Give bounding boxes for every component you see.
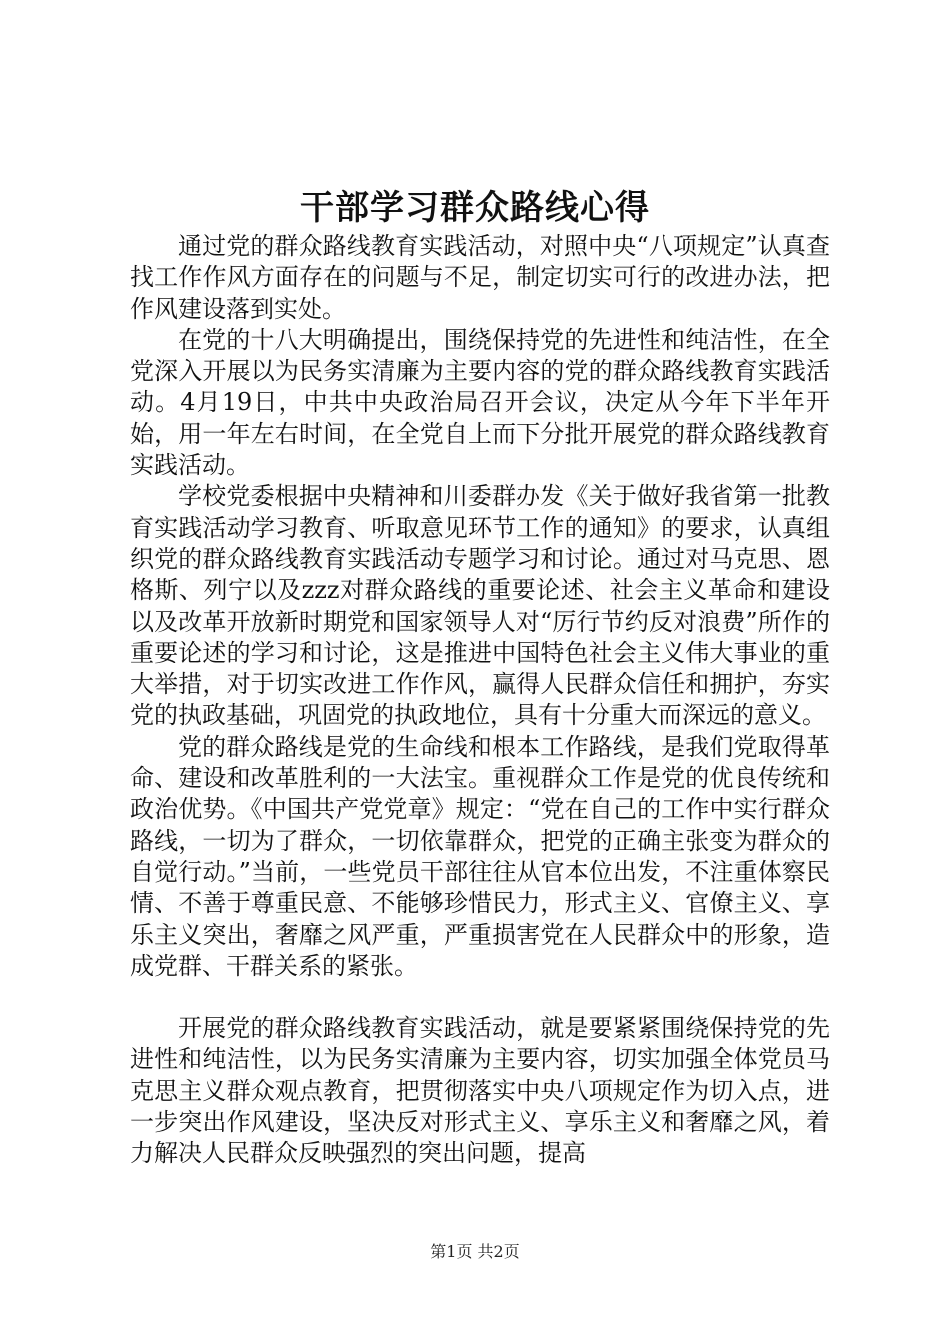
paragraph-4: 党的群众路线是党的生命线和根本工作路线，是我们党取得革命、建设和改革胜利的一大法宝。重视群众工作是党的优良传统和政治优势。《中国共产党党章》规定：“党在自己的工作中实行群众路线，一切为了群众，一切依靠群众，把党的正确主张变为群众的自觉行动。”当前，一些党员干部往往从官本位出发，不注重体察民情、不善于尊重民意、不能够珍惜民力，形式主义、官僚主义、享乐主义突出，奢靡之风严重，严重损害党在人民群众中的形象，造成党群、干群关系的紧张。: [130, 732, 830, 980]
document-title: 干部学习群众路线心得: [300, 188, 650, 228]
paragraph-2: 在党的十八大明确提出，围绕保持党的先进性和纯洁性，在全党深入开展以为民务实清廉为主要内容的党的群众路线教育实践活动。4月19日，中共中央政治局召开会议，决定从今年下半年开始，用一年左右时间，在全党自上而下分批开展党的群众路线教育实践活动。: [130, 325, 830, 480]
document-body: [130, 231, 830, 1170]
paragraph-1: 通过党的群众路线教育实践活动，对照中央“八项规定”认真查找工作作风方面存在的问题与不足，制定切实可行的改进办法，把作风建设落到实处。: [130, 232, 830, 323]
page-number-footer: 第1页 共2页: [430, 1242, 520, 1261]
paragraph-3: 学校党委根据中央精神和川委群办发《关于做好我省第一批教育实践活动学习教育、听取意见环节工作的通知》的要求，认真组织党的群众路线教育实践活动专题学习和讨论。通过对马克思、恩格斯、列宁以及zzz对群众路线的重要论述、社会主义革命和建设以及改革开放新时期党和国家领导人对“厉行节约反对浪费”所作的重要论述的学习和讨论，这是推进中国特色社会主义伟大事业的重大举措，对于切实改进工作作风，赢得人民群众信任和拥护，夯实党的执政基础，巩固党的执政地位，具有十分重大而深远的意义。: [130, 482, 830, 730]
paragraph-5: 开展党的群众路线教育实践活动，就是要紧紧围绕保持党的先进性和纯洁性，以为民务实清廉为主要内容，切实加强全体党员马克思主义群众观点教育，把贯彻落实中央八项规定作为切入点，进一步突出作风建设，坚决反对形式主义、享乐主义和奢靡之风，着力解决人民群众反映强烈的突出问题，提高: [130, 1014, 830, 1168]
